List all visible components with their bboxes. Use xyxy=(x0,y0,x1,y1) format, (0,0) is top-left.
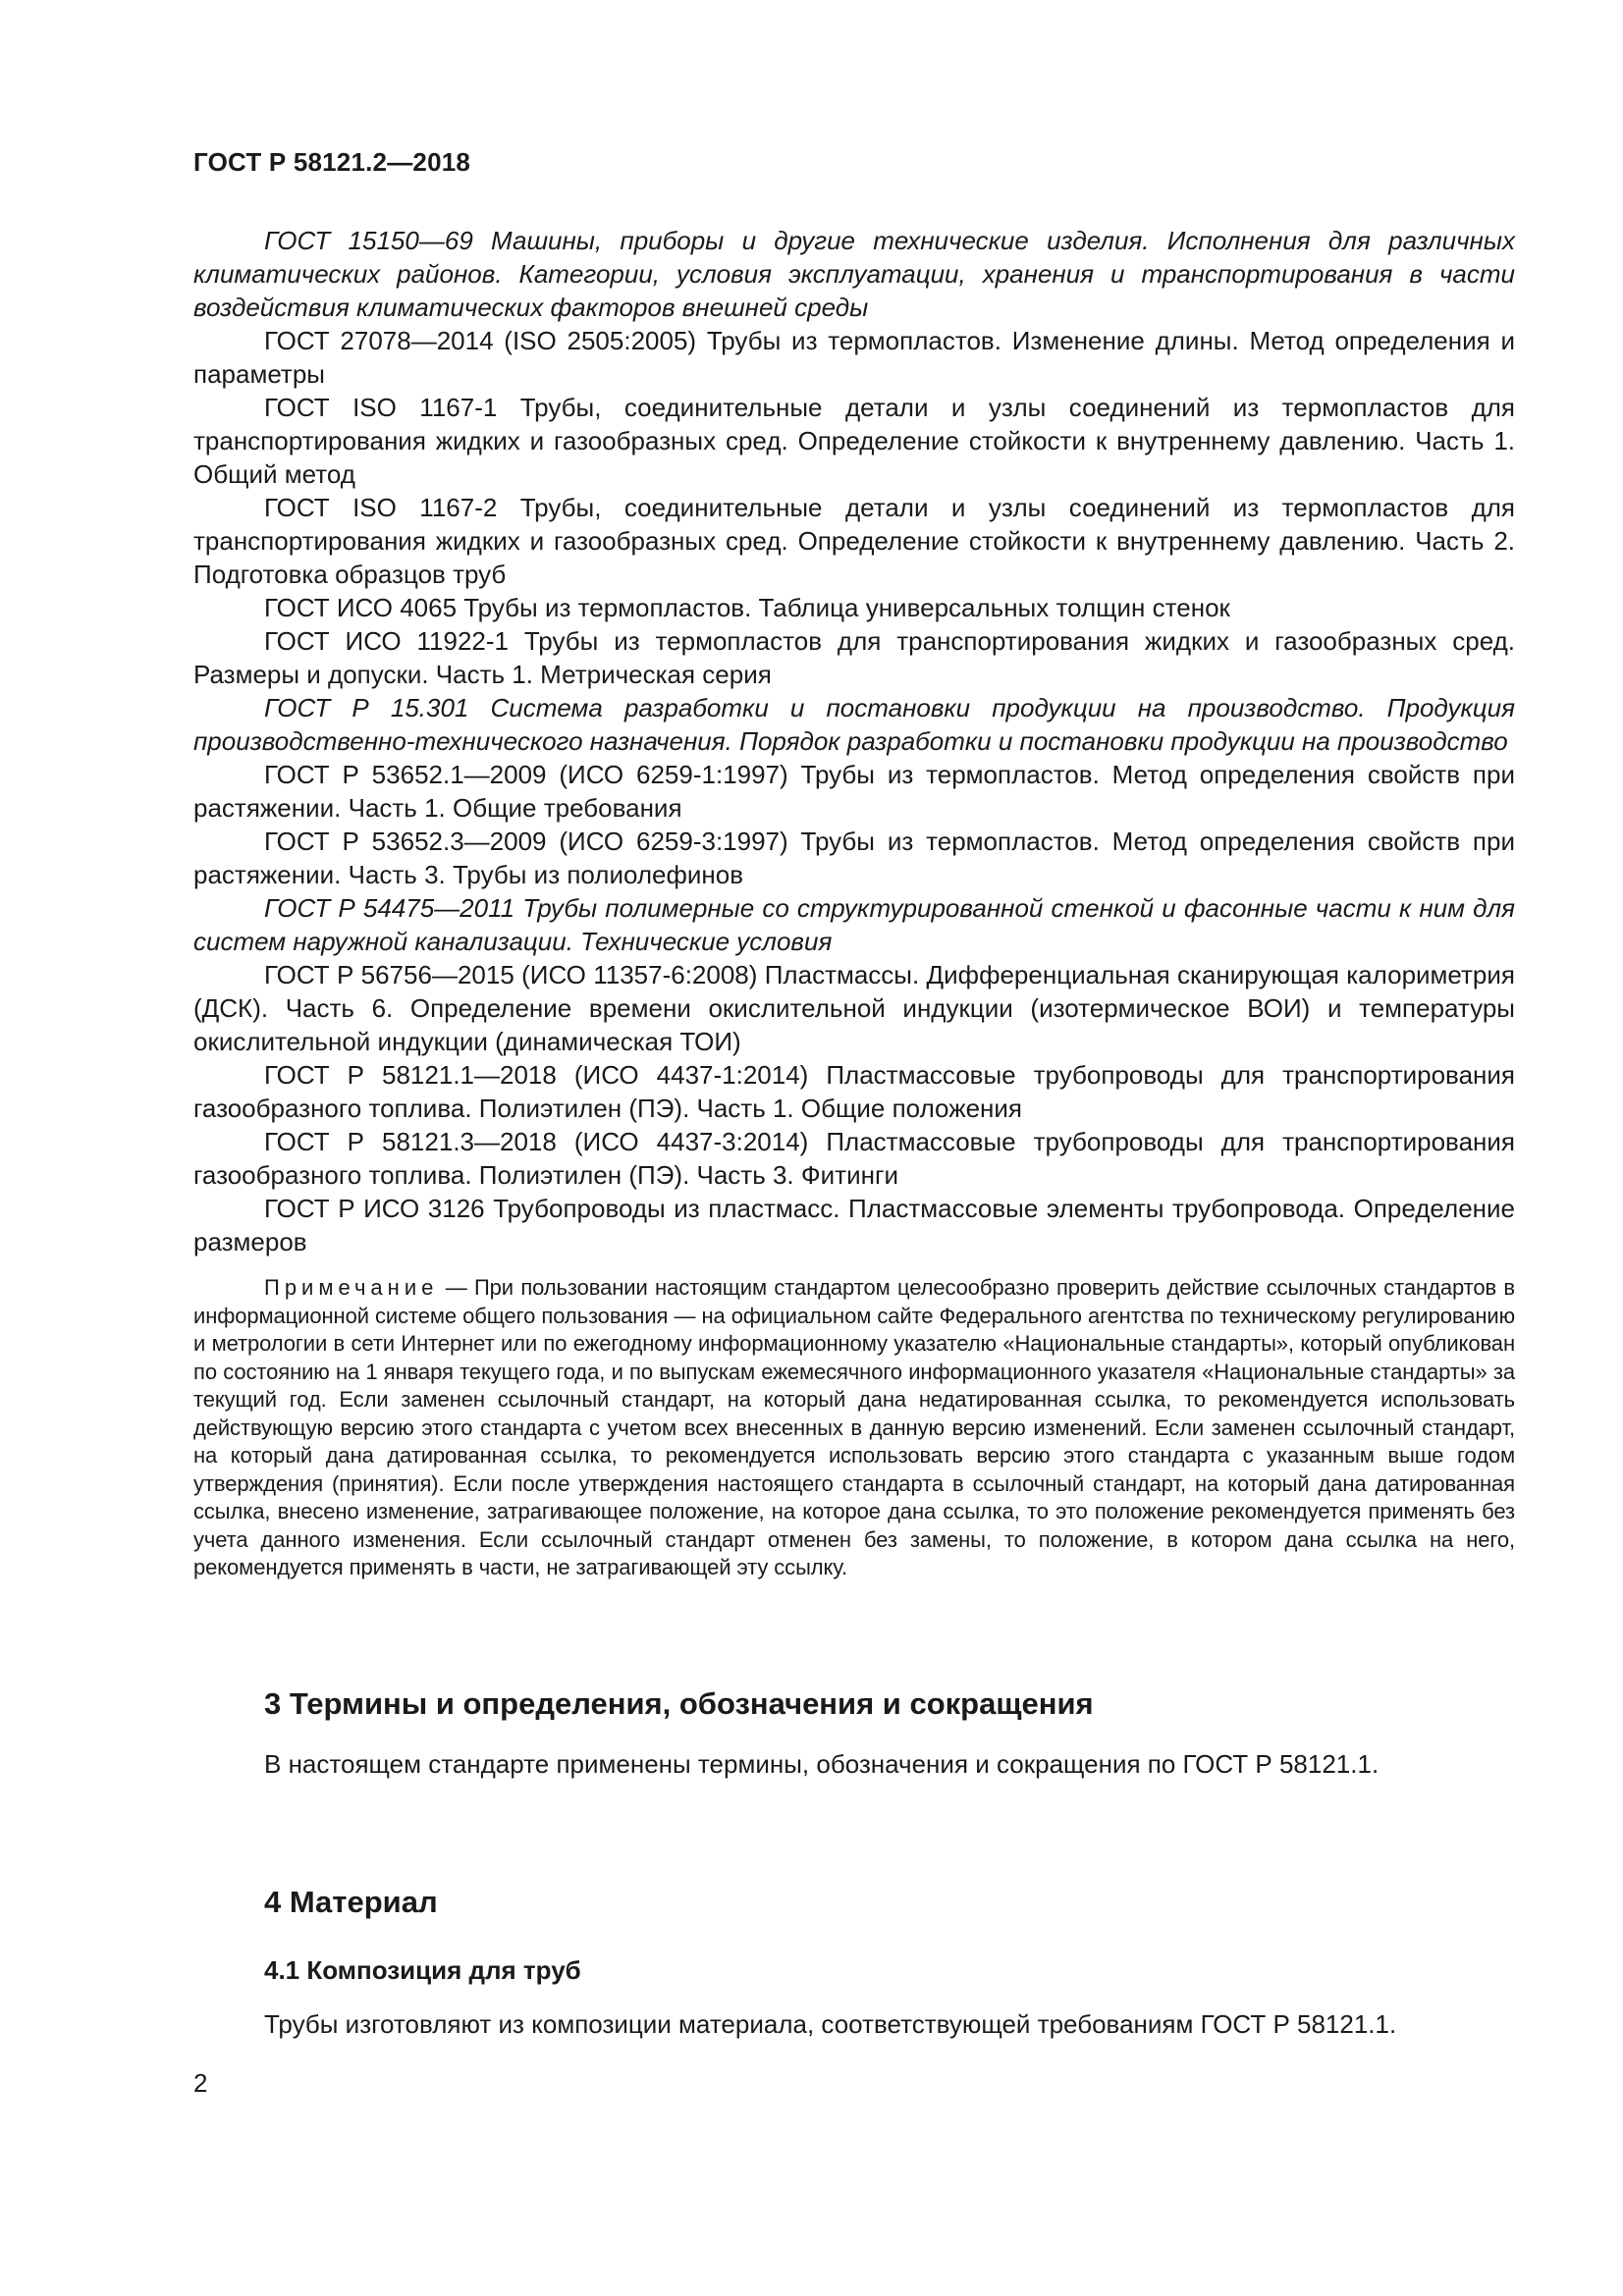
reference-item: ГОСТ ИСО 4065 Трубы из термопластов. Таблица универсальных толщин стенок xyxy=(264,593,1230,622)
section-4-1-heading: 4.1 Композиция для труб xyxy=(264,1955,581,1985)
note-text: — При пользовании настоящим стандартом целесообразно проверить действие ссылочных стандартов в информационной системе общего пользования — на официальном сайте Федерального агентства по техническому регулированию и метрологии в сети Интернет или по ежегодному информационному указателю «Национальные стандарты», который опубликован по состоянию на 1 января текущего года, и по выпускам ежемесячного информационного указателя «Национальные стандарты» за текущий год. Если заменен ссылочный стандарт, на который дана недатированная ссылка, то рекомендуется использовать действующую версию этого стандарта с учетом всех внесенных в данную версию изменений. Если заменен ссылочный стандарт, на который дана датированная ссылка, то рекомендуется использовать версию этого стандарта с указанным выше годом утверждения (принятия). Если после утверждения настоящего стандарта в ссылочный стандарт, на который дана датированная ссылка, внесено изменение, затрагивающее положение, на которое дана ссылка, то это положение рекомендуется применять без учета данного изменения. Если ссылочный стандарт отменен без замены, то положение, в котором дана ссылка на него, рекомендуется применять в части, не затрагивающей эту ссылку. xyxy=(193,1275,1515,1579)
reference-item: ГОСТ ИСО 11922-1 Трубы из термопластов для транспортирования жидких и газообразных сред. Размеры и допуски. Часть 1. Метрическая серия xyxy=(193,626,1515,689)
section-3 xyxy=(193,1686,1515,1781)
reference-item: ГОСТ Р 58121.1—2018 (ИСО 4437-1:2014) Пластмассовые трубопроводы для транспортирования газообразного топлива. Полиэтилен (ПЭ). Часть 1. Общие положения xyxy=(193,1060,1515,1123)
reference-item: ГОСТ Р 53652.3—2009 (ИСО 6259-3:1997) Трубы из термопластов. Метод определения свойств при растяжении. Часть 3. Трубы из полиолефинов xyxy=(193,827,1515,889)
reference-item: ГОСТ 27078—2014 (ISO 2505:2005) Трубы из термопластов. Изменение длины. Метод определения и параметры xyxy=(193,326,1515,389)
reference-item: ГОСТ Р 53652.1—2009 (ИСО 6259-1:1997) Трубы из термопластов. Метод определения свойств при растяжении. Часть 1. Общие требования xyxy=(193,760,1515,823)
reference-items xyxy=(193,224,1515,1258)
reference-item: ГОСТ Р 56756—2015 (ИСО 11357-6:2008) Пластмассы. Дифференциальная сканирующая калориметрия (ДСК). Часть 6. Определение времени окислительной индукции (изотермическое ВОИ) и температуры окислительной индукции (динамическая ТОИ) xyxy=(193,960,1515,1056)
reference-item: ГОСТ 15150—69 Машины, приборы и другие технические изделия. Исполнения для различных климатических районов. Категории, условия эксплуатации, хранения и транспортирования в части воздействия климатических факторов внешней среды xyxy=(193,226,1515,322)
section-4-1-text: Трубы изготовляют из композиции материала, соответствующей требованиям ГОСТ Р 58121.1. xyxy=(264,2009,1397,2039)
reference-item: ГОСТ Р ИСО 3126 Трубопроводы из пластмасс. Пластмассовые элементы трубопровода. Определение размеров xyxy=(193,1194,1515,1256)
reference-item: ГОСТ Р 15.301 Система разработки и постановки продукции на производство. Продукция производственно-технического назначения. Порядок разработки и постановки продукции на производство xyxy=(193,693,1515,756)
section-4-heading: 4 Материал xyxy=(264,1885,438,1919)
reference-item: ГОСТ Р 54475—2011 Трубы полимерные со структурированной стенкой и фасонные части к ним для систем наружной канализации. Технические условия xyxy=(193,893,1515,956)
document-header: ГОСТ Р 58121.2—2018 xyxy=(193,147,471,177)
reference-item: ГОСТ ISO 1167-2 Трубы, соединительные детали и узлы соединений из термопластов для транспортирования жидких и газообразных сред. Определение стойкости к внутреннему давлению. Часть 2. Подготовка образцов труб xyxy=(193,493,1515,589)
section-3-heading: 3 Термины и определения, обозначения и сокращения xyxy=(264,1686,1094,1721)
reference-note xyxy=(193,1274,1515,1582)
section-3-text: В настоящем стандарте применены термины, обозначения и сокращения по ГОСТ Р 58121.1. xyxy=(264,1749,1380,1779)
page-number: 2 xyxy=(193,2068,208,2098)
normative-references-list xyxy=(193,224,1515,1582)
reference-item: ГОСТ Р 58121.3—2018 (ИСО 4437-3:2014) Пластмассовые трубопроводы для транспортирования газообразного топлива. Полиэтилен (ПЭ). Часть 3. Фитинги xyxy=(193,1127,1515,1190)
note-label: Примечание xyxy=(264,1275,439,1300)
section-4 xyxy=(193,1885,1515,2041)
reference-item: ГОСТ ISO 1167-1 Трубы, соединительные детали и узлы соединений из термопластов для транспортирования жидких и газообразных сред. Определение стойкости к внутреннему давлению. Часть 1. Общий метод xyxy=(193,393,1515,489)
